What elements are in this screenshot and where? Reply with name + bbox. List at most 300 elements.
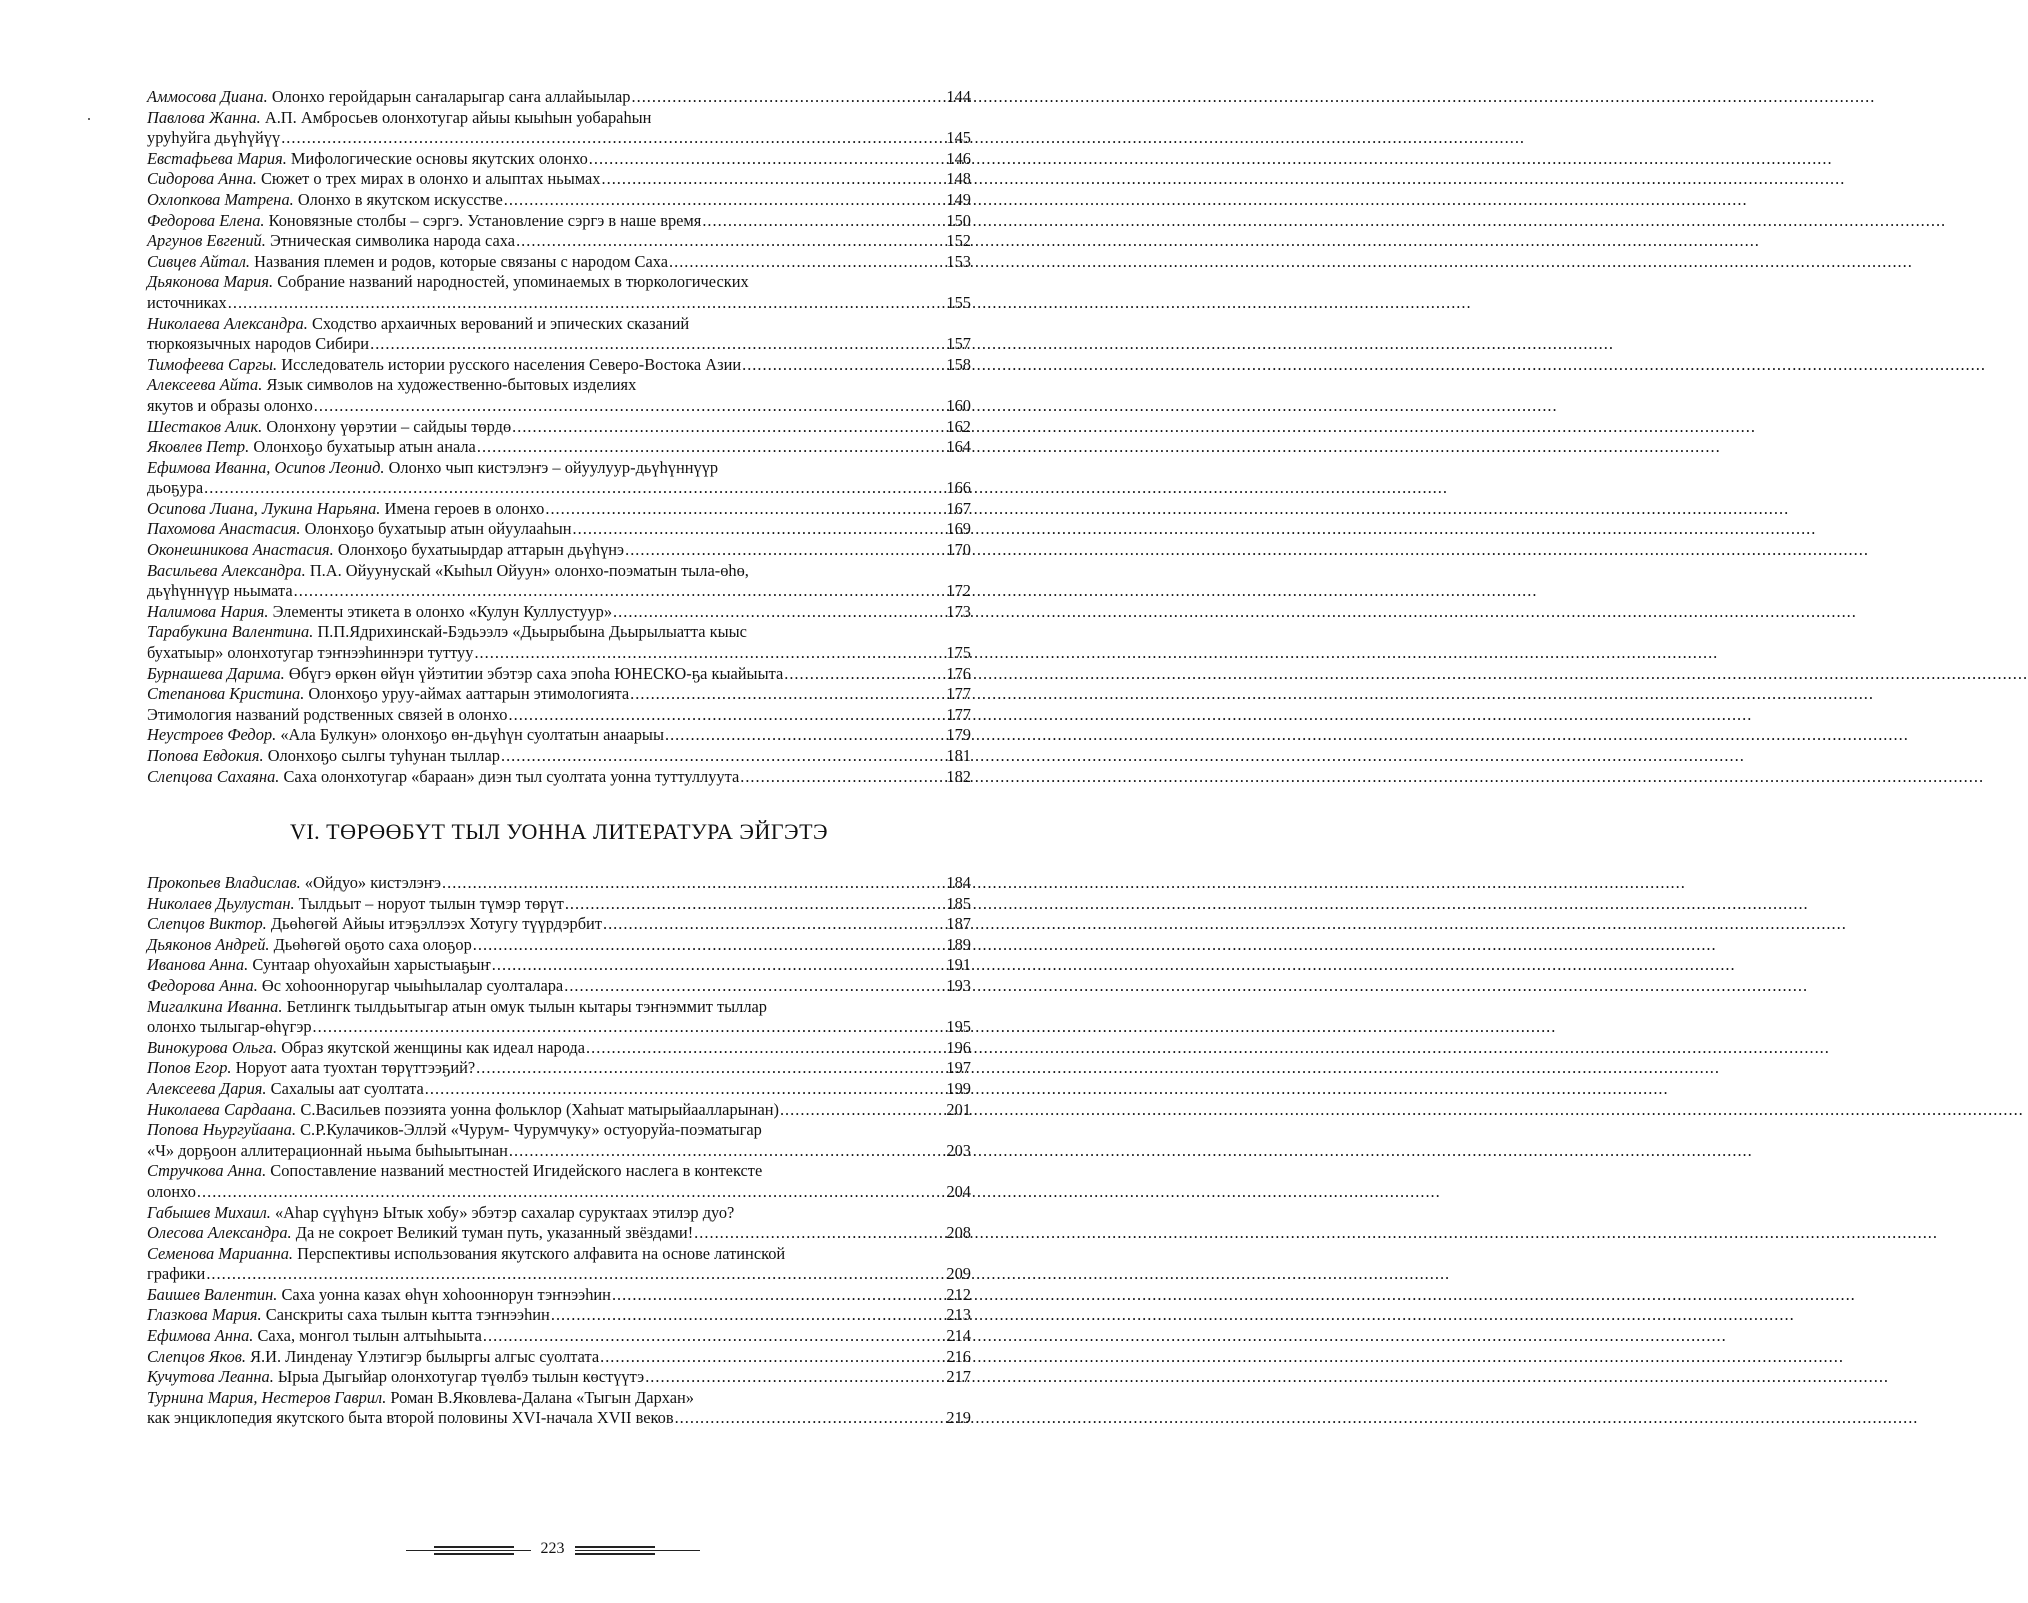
toc-entry-page: 181 (946, 746, 971, 765)
toc-entry-author: Иванова Анна. (147, 955, 249, 975)
toc-entry-title: Я.И. Линденау Үлэтигэр былыргы алгыс суолтата (250, 1346, 600, 1366)
toc-entry-text (147, 128, 280, 149)
toc-entry-title: Язык символов на художественно-бытовых изделиях (266, 375, 637, 395)
toc-entry-text (147, 458, 718, 479)
toc-dot-leader (204, 478, 945, 499)
toc-dot-leader (228, 293, 946, 314)
toc-entry-title: Олонхо чып кистэлэҥэ – ойуулуур-дьүһүннүүр (388, 457, 719, 477)
toc-entry-page: 213 (946, 1305, 971, 1325)
toc-entry-title: Олонхо в якутском искусстве (297, 189, 503, 209)
toc-entry-author: Алексеева Дария. (147, 1078, 267, 1098)
toc-entry-line (147, 169, 971, 190)
toc-entry-title: Сопоставление названий местностей Игидейского наслега в контексте (270, 1161, 763, 1181)
toc-entry-text (147, 725, 664, 746)
toc-entry (147, 499, 971, 520)
toc-dot-leader (613, 602, 945, 623)
toc-entry-text (147, 375, 636, 396)
toc-entry-text (147, 108, 651, 129)
toc-entry-title: Названия племен и родов, которые связаны с народом Саха (254, 251, 668, 271)
toc-entry-line (147, 684, 971, 705)
toc-entry-line (147, 997, 971, 1018)
page-number: 223 (540, 1540, 565, 1557)
toc-entry (147, 1367, 971, 1388)
toc-entry-author: Николаева Александра. (147, 313, 308, 333)
toc-entry-title: Сунтаар оһуохайын харыстыаҕыҥ (252, 955, 491, 975)
toc-entry-text (147, 417, 511, 438)
toc-entry-line (147, 87, 971, 108)
toc-entry-line (147, 725, 971, 746)
toc-entry-page: 209 (946, 1264, 971, 1284)
toc-entry-page: 185 (946, 893, 971, 913)
toc-entry-author: Павлова Жанна. (147, 107, 261, 127)
toc-entry (147, 1120, 971, 1161)
toc-entry-line (147, 602, 971, 623)
toc-entry-line (147, 396, 971, 417)
toc-entry-line (147, 643, 971, 664)
toc-entry-line (147, 1408, 971, 1429)
toc-entry-author: Ефимова Иванна, Осипов Леонид. (147, 457, 385, 477)
toc-entry-title: Сходство архаичных верований и эпических сказаний (311, 313, 690, 333)
toc-dot-leader (477, 437, 946, 458)
toc-entry (147, 1223, 971, 1244)
toc-entry-author: Попова Евдокия. (147, 746, 264, 765)
toc-dot-leader (669, 252, 945, 273)
toc-entry-page: 196 (946, 1037, 971, 1057)
toc-entry-text (147, 1326, 482, 1347)
toc-entry-page: 191 (946, 955, 971, 975)
toc-entry (147, 725, 971, 746)
toc-entry-line (147, 1120, 971, 1141)
toc-entry-title: Саха олонхотугар «бараан» диэн тыл суолтата уонна туттуллуута (283, 766, 740, 786)
toc-entry-line (147, 581, 971, 602)
toc-dot-leader (551, 1305, 946, 1326)
toc-entry-text (147, 519, 572, 540)
toc-entry-line (147, 211, 971, 232)
toc-entry-author: Налимова Нария. (147, 601, 269, 621)
toc-dot-leader (603, 914, 945, 935)
toc-entry (147, 1347, 971, 1368)
toc-entry-page: 169 (946, 519, 971, 539)
toc-entry-page: 197 (946, 1058, 971, 1078)
toc-entry-text (147, 1017, 312, 1038)
toc-entry-line (147, 540, 971, 561)
toc-entry (147, 1161, 971, 1202)
toc-entry-page: 182 (946, 766, 971, 786)
toc-entry-text (147, 955, 491, 976)
toc-entry-title: Роман В.Яковлева-Далана «Тыгын Дархан» (390, 1387, 694, 1407)
toc-entry-author: Мигалкина Иванна. (147, 996, 283, 1016)
toc-entry-line (147, 190, 971, 211)
toc-entry-text (147, 314, 689, 335)
toc-entry (147, 976, 971, 997)
toc-entry-text (147, 997, 767, 1018)
toc-entry (147, 87, 971, 108)
toc-entry-line (147, 1305, 971, 1326)
toc-entry (147, 540, 971, 561)
toc-entry-title: якутов и образы олонхо (147, 395, 313, 415)
section-heading: VI. ТӨРӨӨБҮТ ТЫЛ УОННА ЛИТЕРАТУРА ЭЙГЭТЭ (289, 819, 829, 844)
toc-entry-author: Дьяконова Мария. (147, 272, 274, 292)
toc-entry-author: Охлопкова Матрена. (147, 189, 294, 209)
toc-entry (147, 1388, 971, 1429)
toc-entry-page: 162 (946, 416, 971, 436)
toc-entry-title: как энциклопедия якутского быта второй половины XVI-начала XVII веков (147, 1408, 674, 1428)
toc-entry-author: Шестаков Алик. (147, 416, 263, 436)
toc-entry-text (147, 622, 747, 643)
toc-entry-title: Бетлингк тылдьытыгар атын омук тылын кытары тэҥнэммит тыллар (286, 996, 767, 1016)
toc-entry-page: 176 (946, 663, 971, 683)
toc-entry-title: Саха уонна казах өһүн хоһооннорун тэҥнээһин (281, 1284, 611, 1304)
toc-entry-page: 208 (946, 1223, 971, 1243)
toc-entry-author: Габышев Михаил. (147, 1202, 271, 1222)
toc-entry-page: 149 (946, 189, 971, 209)
toc-dot-leader (516, 231, 945, 252)
scan-speck (88, 118, 90, 120)
toc-entry-title: Саха, монгол тылын алтыһыыта (257, 1326, 482, 1346)
toc-entry-title: уруһуйга дьүһүйүү (147, 128, 281, 148)
toc-dot-leader (784, 664, 945, 685)
toc-entry-title: Этническая символика народа саха (269, 231, 516, 251)
toc-entry-title: П.А. Ойуунускай «Кыһыл Ойуун» олонхо-поэматын тыла-өһө, (309, 560, 749, 580)
toc-entry-author: Николаев Дьулустан. (147, 893, 295, 913)
toc-entry-title: Собрание названий народностей, упоминаемых в тюркологических (277, 272, 749, 292)
toc-entry-title: Коновязные столбы – сэргэ. Установление сэргэ в наше время (268, 210, 702, 230)
toc-dot-leader (504, 190, 946, 211)
toc-entry-page: 184 (946, 873, 971, 892)
toc-dot-leader (206, 1264, 945, 1285)
toc-entry-line (147, 375, 971, 396)
toc-entry-title: Өбүгэ өркөн өйүн үйэтитии эбэтэр саха эпоһа ЮНЕСКО-ҕа кыайыыта (288, 663, 784, 683)
toc-entry-page: 219 (946, 1408, 971, 1428)
toc-entry-author: Аммосова Диана. (147, 87, 268, 106)
toc-entry-line (147, 1203, 971, 1224)
toc-entry-text (147, 1285, 611, 1306)
toc-entry (147, 894, 971, 915)
toc-dot-leader (702, 211, 945, 232)
toc-entry-page: 216 (946, 1346, 971, 1366)
toc-entry-line (147, 458, 971, 479)
toc-entry-page: 203 (946, 1140, 971, 1160)
toc-entry-line (147, 1141, 971, 1162)
toc-entry-author: Олесова Александра. (147, 1223, 292, 1243)
toc-dot-leader (442, 873, 945, 894)
toc-entry-page: 166 (946, 478, 971, 498)
toc-entry-line (147, 499, 971, 520)
toc-entry-author: Николаева Сардаана. (147, 1099, 297, 1119)
toc-entry-page: 214 (946, 1326, 971, 1346)
toc-dot-leader (740, 767, 945, 788)
page-footer (0, 1540, 1105, 1558)
toc-entry-title: источниках (147, 292, 227, 312)
toc-entry-line (147, 519, 971, 540)
toc-entry (147, 190, 971, 211)
toc-entry-text (147, 499, 544, 520)
toc-entry-title: Олонхону үөрэтии – сайдыы төрдө (266, 416, 512, 436)
toc-entry (147, 437, 971, 458)
toc-entry-title: Перспективы использования якутского алфавита на основе латинской (297, 1243, 786, 1263)
toc-entry-page: 175 (946, 643, 971, 663)
toc-entry-text (147, 873, 441, 894)
toc-entry-title: Олонхо геройдарын саҥаларыгар саҥа аллайыылар (271, 87, 631, 106)
toc-dot-leader (780, 1100, 945, 1121)
toc-entry-author: Осипова Лиана, Лукина Нарьяна. (147, 498, 381, 518)
toc-entry-text (147, 1161, 762, 1182)
toc-entry-line (147, 417, 971, 438)
toc-entry (147, 1058, 971, 1079)
toc-entry-title: тюркоязычных народов Сибири (147, 334, 370, 354)
toc-entry-text (147, 1347, 599, 1368)
toc-entry-line (147, 767, 971, 788)
toc-entry-line (147, 955, 971, 976)
toc-entry-author: Стручкова Анна. (147, 1161, 267, 1181)
toc-entry (147, 1038, 971, 1059)
toc-entry-title: Олонхоҕо сылгы туһунан тыллар (267, 746, 500, 765)
toc-entry-page: 217 (946, 1367, 971, 1387)
toc-entry-line (147, 914, 971, 935)
toc-entry (147, 1079, 971, 1100)
toc-entry-line (147, 1347, 971, 1368)
toc-entry (147, 1326, 971, 1347)
toc-entry-page: 148 (946, 169, 971, 189)
toc-entry-author: Тимофеева Саргы. (147, 354, 278, 374)
toc-entry-page: 150 (946, 210, 971, 230)
toc-entry-line (147, 1285, 971, 1306)
toc-entry-text (147, 1408, 674, 1429)
toc-dot-leader (483, 1326, 945, 1347)
toc-dot-leader (665, 725, 945, 746)
toc-entry-title: Исследователь истории русского населения Северо-Востока Азии (281, 354, 742, 374)
toc-entry-author: Кучутова Леанна. (147, 1367, 274, 1387)
toc-entry-page: 201 (946, 1099, 971, 1119)
toc-entry-line (147, 1388, 971, 1409)
toc-entry-page: 172 (946, 581, 971, 601)
toc-entry-author: Сидорова Анна. (147, 169, 257, 189)
toc-entry-line (147, 478, 971, 499)
toc-entry-author: Пахомова Анастасия. (147, 519, 301, 539)
toc-entry (147, 211, 971, 232)
toc-entry-title: графики (147, 1264, 206, 1284)
toc-entry-title: Норуот аата туохтан төрүттээҕий? (235, 1058, 476, 1078)
toc-entry (147, 602, 971, 623)
toc-entry-line (147, 1100, 971, 1121)
toc-entry-title: А.П. Амбросьев олонхотугар айыы кыыһын уобараһын (264, 107, 652, 127)
toc-entry-line (147, 894, 971, 915)
toc-entry-title: С.Р.Кулачиков-Эллэй «Чурум- Чурумчуку» остуоруйа-поэматыгар (300, 1120, 762, 1140)
toc-entry-text (147, 976, 563, 997)
toc-entry-text (147, 169, 601, 190)
toc-entry-text (147, 293, 227, 314)
toc-dot-leader (313, 1017, 946, 1038)
toc-entry-line (147, 664, 971, 685)
table-of-contents-part-1 (147, 87, 971, 787)
toc-dot-leader (675, 1408, 946, 1429)
toc-entry-text (147, 1182, 196, 1203)
toc-dot-leader (492, 955, 946, 976)
toc-entry-page: 199 (946, 1078, 971, 1098)
toc-dot-leader (476, 1058, 945, 1079)
toc-entry (147, 1100, 971, 1121)
toc-entry-text (147, 705, 508, 726)
toc-entry-author: Оконешникова Анастасия. (147, 540, 334, 560)
toc-entry-title: Олонхоҕо бухатыырдар аттарын дьүһүнэ (337, 540, 625, 560)
toc-entry-page: 153 (946, 251, 971, 271)
toc-entry (147, 705, 971, 726)
toc-entry-page: 144 (946, 87, 971, 106)
toc-entry-text (147, 935, 472, 956)
toc-dot-leader (564, 976, 945, 997)
toc-entry-line (147, 272, 971, 293)
toc-entry-author: Турнина Мария, Нестеров Гаврил. (147, 1387, 387, 1407)
toc-entry-page: 145 (946, 128, 971, 148)
toc-entry (147, 231, 971, 252)
toc-entry-author: Слепцова Сахаяна. (147, 766, 280, 786)
toc-entry-line (147, 622, 971, 643)
toc-dot-leader (545, 499, 945, 520)
toc-entry-text (147, 894, 564, 915)
toc-entry-page: 204 (946, 1181, 971, 1201)
toc-entry-title: П.П.Ядрихинскай-Бэдьээлэ «Дьырыбына Дьырылыатта кыыс (317, 622, 747, 642)
toc-entry-line (147, 1223, 971, 1244)
toc-dot-leader (425, 1079, 946, 1100)
toc-entry (147, 1203, 971, 1224)
toc-entry-page: 164 (946, 437, 971, 457)
toc-entry-text (147, 1100, 779, 1121)
toc-entry-line (147, 334, 971, 355)
toc-dot-leader (573, 519, 946, 540)
toc-dot-leader (565, 894, 946, 915)
toc-entry-title: бухатыыр» олонхотугар тэҥнээһиннэри туттуу (147, 643, 474, 663)
toc-entry-line (147, 935, 971, 956)
toc-dot-leader (694, 1223, 945, 1244)
toc-entry-title: Образ якутской женщины как идеал народа (281, 1037, 586, 1057)
toc-entry-author: Тарабукина Валентина. (147, 622, 314, 642)
toc-entry-title: дьоҕура (147, 478, 204, 498)
toc-entry-page: 193 (946, 975, 971, 995)
toc-entry-text (147, 355, 741, 376)
toc-entry (147, 1285, 971, 1306)
toc-entry (147, 561, 971, 602)
toc-entry-title: Сюжет о трех мирах в олонхо и алыптах ньымах (260, 169, 601, 189)
toc-entry-author: Дьяконов Андрей. (147, 934, 270, 954)
toc-entry-line (147, 314, 971, 335)
toc-dot-leader (630, 684, 945, 705)
toc-entry-text (147, 602, 612, 623)
toc-entry-title: Тылдьыт – норуот тылын түмэр төрүт (298, 893, 564, 913)
toc-entry-page: 152 (946, 231, 971, 251)
toc-dot-leader (509, 1141, 945, 1162)
toc-entry-title: Өс хоһоонноругар чыыһылалар суолталара (261, 975, 564, 995)
toc-entry-text (147, 1305, 550, 1326)
toc-entry (147, 375, 971, 416)
toc-entry-page: 189 (946, 934, 971, 954)
toc-entry (147, 935, 971, 956)
toc-entry-line (147, 252, 971, 273)
toc-entry (147, 746, 971, 767)
toc-entry-text (147, 252, 668, 273)
toc-entry-line (147, 1326, 971, 1347)
toc-entry-title: Имена героев в олонхо (384, 498, 545, 518)
toc-entry-author: Аргунов Евгений. (147, 231, 266, 251)
toc-entry-author: Алексеева Айта. (147, 375, 263, 395)
toc-entry-title: Дьөһөгөй оҕото саха олоҕор (273, 934, 472, 954)
toc-dot-leader (742, 355, 945, 376)
toc-entry-text (147, 396, 313, 417)
toc-entry-author: Слепцов Яков. (147, 1346, 246, 1366)
toc-dot-leader (512, 417, 945, 438)
toc-entry-line (147, 1182, 971, 1203)
toc-dot-leader (586, 1038, 945, 1059)
toc-entry-line (147, 1367, 971, 1388)
toc-entry-author: Федорова Анна. (147, 975, 258, 995)
toc-entry-text (147, 1388, 694, 1409)
toc-entry-title: Дьөһөгөй Айыы итэҕэллээх Хотугу түүрдэрбит (270, 914, 602, 934)
toc-entry-text (147, 149, 588, 170)
toc-entry-line (147, 1244, 971, 1265)
footer-rule-right (575, 1543, 700, 1555)
toc-entry-text (147, 1058, 475, 1079)
toc-entry-text (147, 767, 739, 788)
toc-entry-text (147, 478, 203, 499)
toc-entry (147, 458, 971, 499)
toc-entry-title: Санскриты саха тылын кытта тэҥнээһин (265, 1305, 550, 1325)
toc-entry (147, 997, 971, 1038)
toc-entry (147, 955, 971, 976)
toc-entry-title: Олонхоҕо уруу-аймах ааттарын этимологията (308, 684, 630, 704)
toc-entry-text (147, 190, 503, 211)
toc-entry (147, 314, 971, 355)
toc-entry-line (147, 293, 971, 314)
toc-entry-title: дьүһүннүүр ньымата (147, 581, 293, 601)
toc-entry-author: Попов Егор. (147, 1058, 232, 1078)
toc-entry-line (147, 873, 971, 894)
toc-dot-leader (501, 746, 945, 767)
toc-entry-text (147, 684, 629, 705)
toc-dot-leader (370, 334, 945, 355)
toc-entry-title: «Ойдуо» кистэлэҥэ (304, 873, 441, 892)
toc-entry (147, 1244, 971, 1285)
toc-entry-text (147, 272, 749, 293)
toc-entry-page: 170 (946, 540, 971, 560)
toc-entry-text (147, 437, 476, 458)
toc-entry-text (147, 1038, 585, 1059)
toc-entry-line (147, 1161, 971, 1182)
toc-dot-leader (612, 1285, 945, 1306)
toc-entry-page: 212 (946, 1284, 971, 1304)
toc-entry-text (147, 1223, 693, 1244)
toc-entry-author: Бурнашева Дарима. (147, 663, 285, 683)
toc-entry-title: Элементы этикета в олонхо «Кулун Куллустуур» (272, 601, 613, 621)
toc-entry-line (147, 231, 971, 252)
toc-entry-title: Олонхоҕо бухатыыр атын анала (253, 437, 476, 457)
toc-entry-page: 167 (946, 498, 971, 518)
toc-entry-title: Ырыа Дыгыйар олонхотугар түөлбэ тылын көстүүтэ (277, 1367, 645, 1387)
toc-entry (147, 252, 971, 273)
toc-entry-line (147, 1017, 971, 1038)
toc-dot-leader (602, 169, 946, 190)
toc-entry-page: 177 (946, 704, 971, 724)
toc-entry (147, 1305, 971, 1326)
toc-entry-text (147, 561, 749, 582)
toc-entry-line (147, 976, 971, 997)
toc-entry-title: олонхо (147, 1181, 196, 1201)
toc-entry-author: Сивцев Айтал. (147, 251, 251, 271)
table-of-contents-part-2 (147, 873, 971, 1429)
toc-entry-page: 160 (946, 395, 971, 415)
toc-entry-line (147, 1079, 971, 1100)
toc-entry-author: Евстафьева Мария. (147, 148, 287, 168)
toc-entry-title: Сахалыы аат суолтата (270, 1078, 424, 1098)
toc-entry (147, 149, 971, 170)
